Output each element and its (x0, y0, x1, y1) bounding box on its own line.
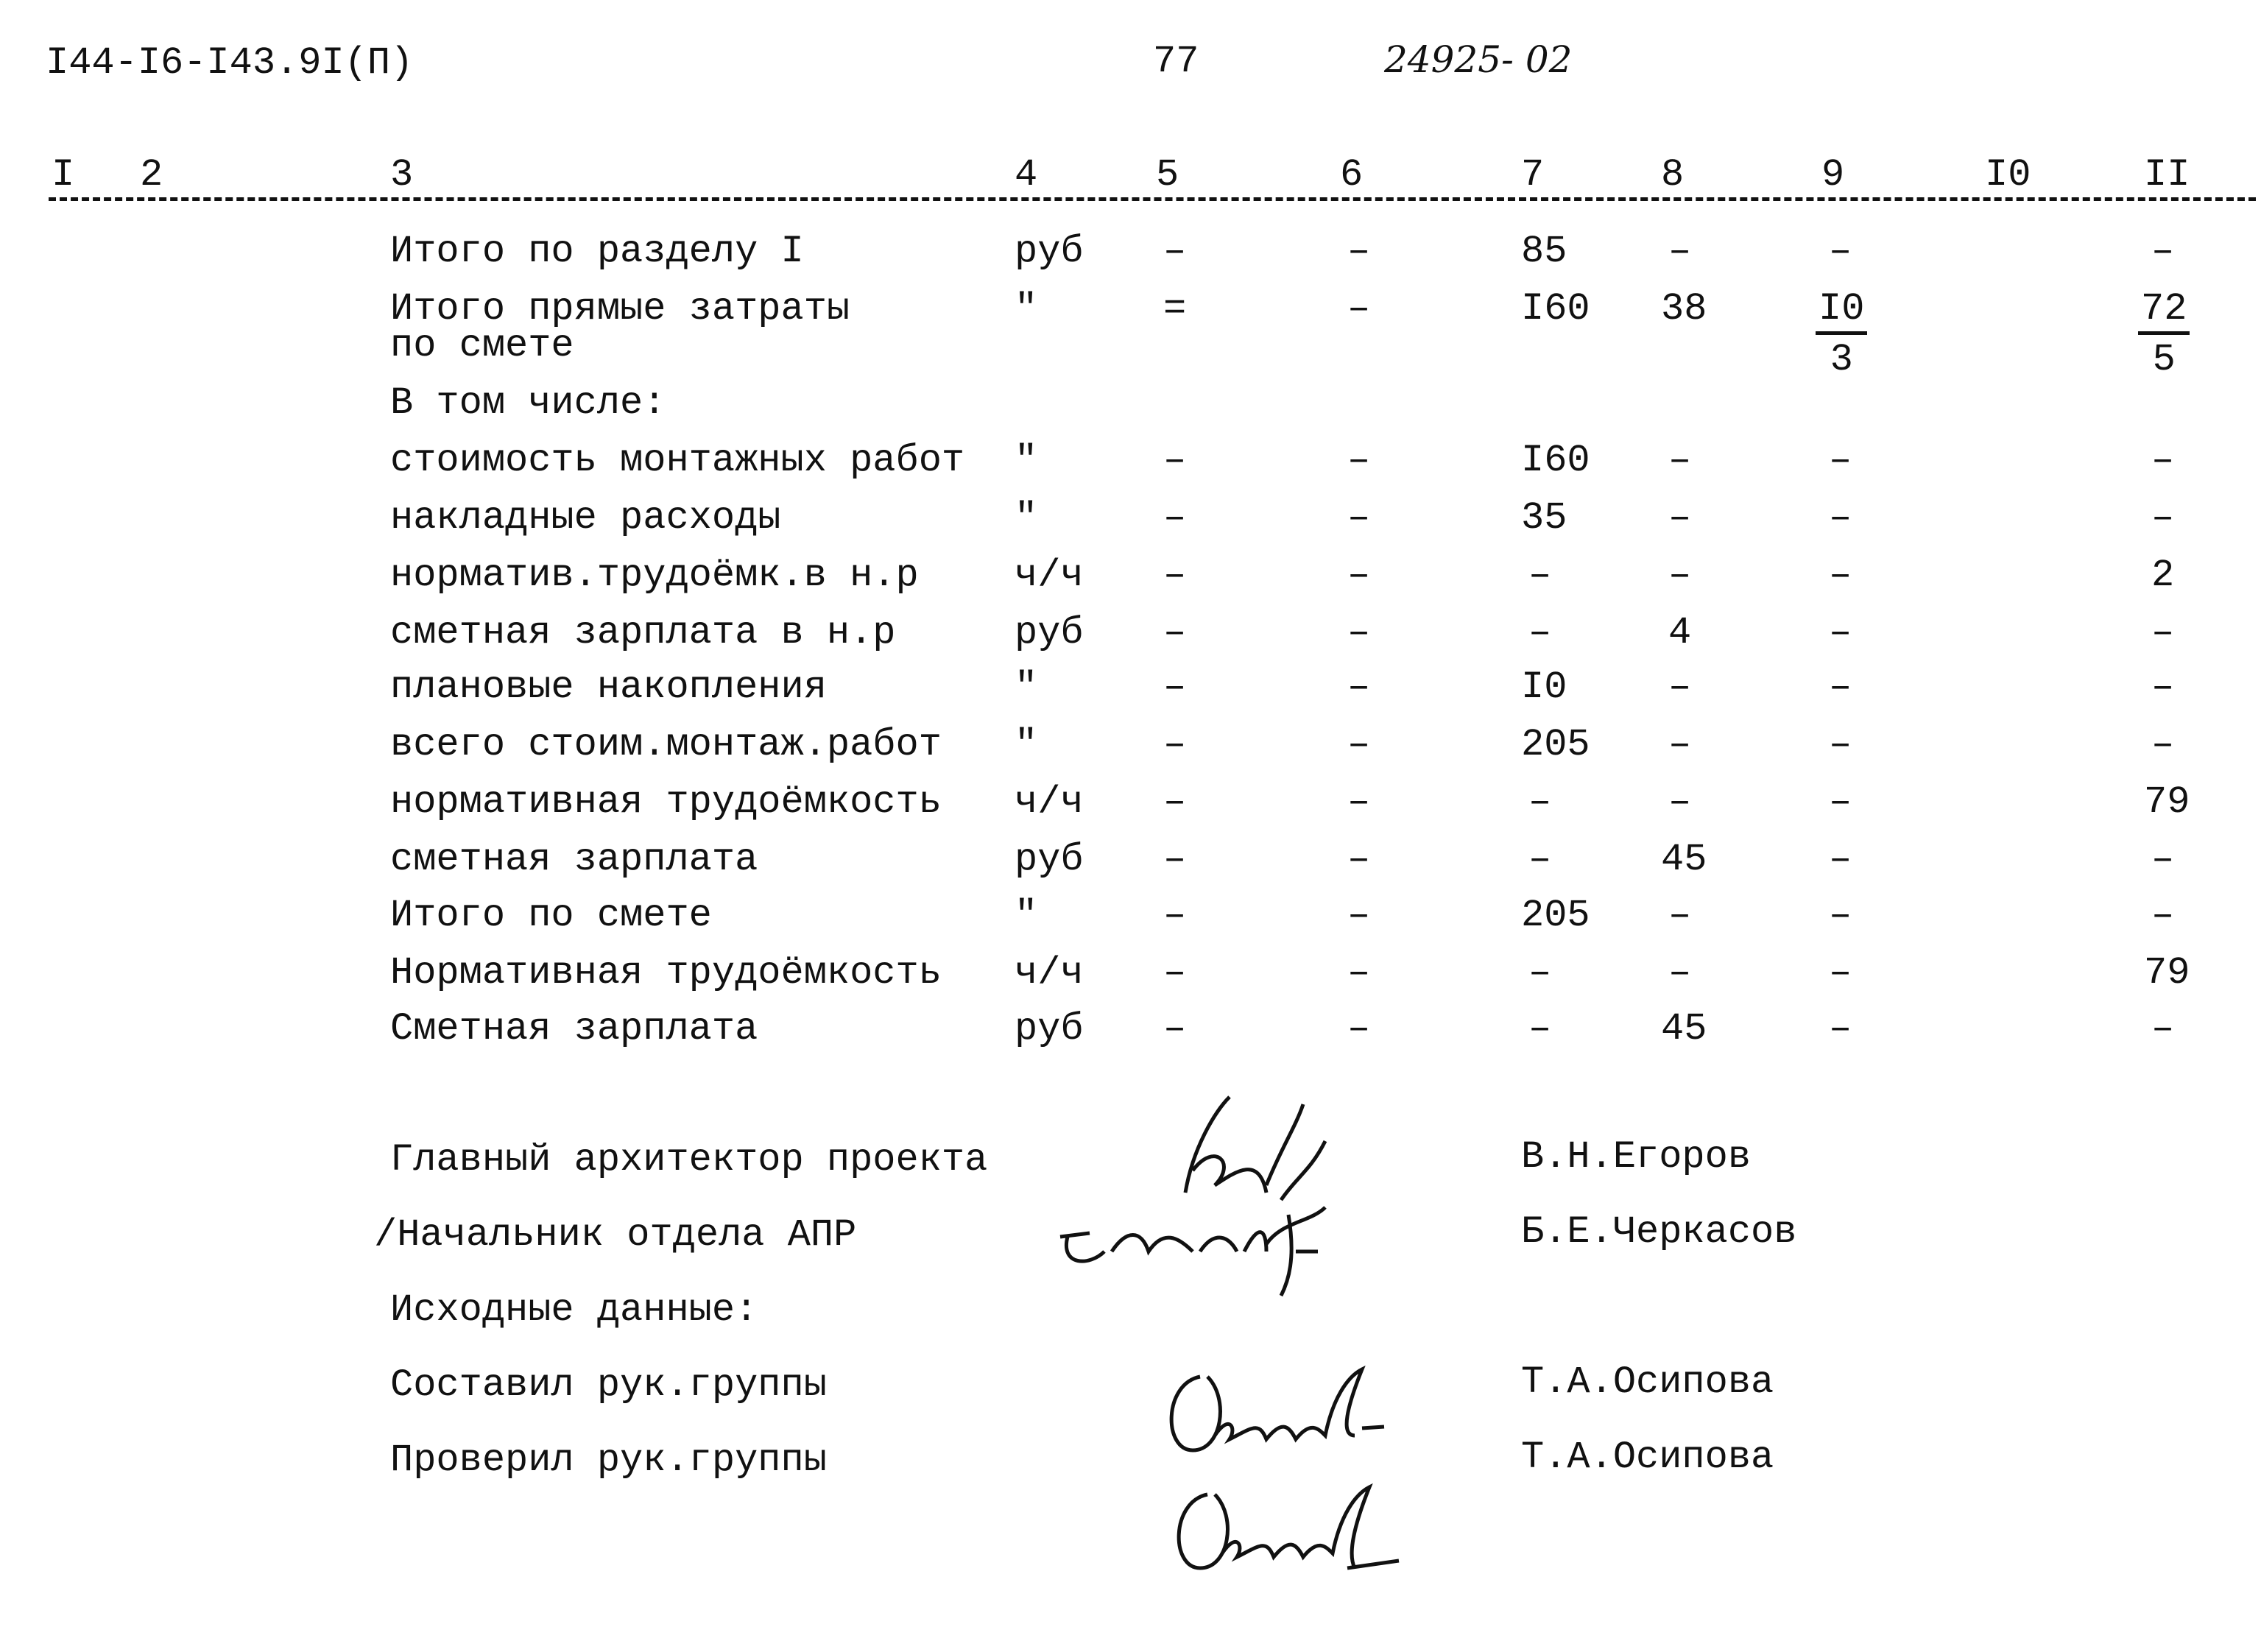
cell-col-4: " (1015, 894, 1038, 937)
column-header-9: 9 (1821, 153, 1845, 197)
cell-col-8: 38 (1661, 287, 1707, 331)
cell-col-6: – (1347, 1007, 1371, 1051)
cell-col-11: – (2151, 1007, 2175, 1051)
column-header-8: 8 (1661, 153, 1685, 197)
cell-col-5: – (1163, 1007, 1187, 1051)
cell-col-11: – (2151, 439, 2175, 482)
cell-col-8: 45 (1661, 1007, 1707, 1051)
row-label: Итого по смете (390, 894, 712, 937)
signature-egorov (1045, 1082, 1369, 1303)
cell-col-7: – (1528, 780, 1552, 824)
cell-col-5: – (1163, 951, 1187, 995)
cell-col-5: – (1163, 838, 1187, 881)
cell-col-11: 2 (2151, 554, 2175, 597)
cell-col-9: – (1829, 894, 1852, 937)
cell-col-5: – (1163, 666, 1187, 709)
cell-col-8: – (1668, 554, 1692, 597)
cell-col-9: – (1829, 780, 1852, 824)
cell-col-9: – (1829, 1007, 1852, 1051)
row-label: сметная зарплата (390, 838, 758, 881)
cell-col-6: – (1347, 496, 1371, 540)
page-number: 77 (1153, 40, 1199, 83)
cell-col-4: руб (1015, 1007, 1084, 1051)
cell-col-5: – (1163, 496, 1187, 540)
column-header-10: I0 (1985, 153, 2031, 197)
signature-role: Исходные данные: (390, 1288, 758, 1332)
signature-name: Т.А.Осипова (1521, 1436, 1774, 1479)
cell-col-9: – (1829, 723, 1852, 766)
cell-col-6: – (1347, 439, 1371, 482)
column-header-7: 7 (1521, 153, 1545, 197)
row-label: Нормативная трудоёмкость (390, 951, 942, 995)
cell-col-7: – (1528, 611, 1552, 654)
cell-col-6: – (1347, 554, 1371, 597)
header-divider (49, 197, 2256, 201)
cell-col-4: " (1015, 496, 1038, 540)
cell-col-9: – (1829, 439, 1852, 482)
cell-col-4: " (1015, 439, 1038, 482)
cell-col-4: руб (1015, 230, 1084, 273)
fraction-numerator: 72 (2138, 290, 2190, 335)
cell-col-5: – (1163, 439, 1187, 482)
cell-col-6: – (1347, 611, 1371, 654)
cell-col-11: – (2151, 666, 2175, 709)
cell-col-11: 79 (2144, 780, 2190, 824)
cell-col-7: I60 (1521, 287, 1590, 331)
row-label: Итого прямые затраты (390, 287, 850, 331)
cell-col-6: – (1347, 894, 1371, 937)
cell-col-9: – (1829, 230, 1852, 273)
signature-name: Б.Е.Черкасов (1521, 1210, 1797, 1254)
cell-col-11: – (2151, 723, 2175, 766)
column-header-1: I (52, 153, 75, 197)
column-header-11: II (2144, 153, 2190, 197)
cell-col-5: = (1163, 287, 1187, 331)
cell-col-7: – (1528, 838, 1552, 881)
cell-col-9: – (1829, 838, 1852, 881)
cell-col-6: – (1347, 287, 1371, 331)
cell-col-5: – (1163, 894, 1187, 937)
cell-col-4: " (1015, 287, 1038, 331)
signature-role: Главный архитектор проекта (390, 1138, 988, 1182)
cell-col-7: – (1528, 554, 1552, 597)
cell-col-9: – (1829, 951, 1852, 995)
cell-col-4: " (1015, 723, 1038, 766)
cell-col-8: – (1668, 230, 1692, 273)
column-header-6: 6 (1340, 153, 1364, 197)
cell-col-4: руб (1015, 611, 1084, 654)
row-label: нормативная трудоёмкость (390, 780, 942, 824)
cell-col-8: 45 (1661, 838, 1707, 881)
cell-col-11: – (2151, 230, 2175, 273)
row-label: Сметная зарплата (390, 1007, 758, 1051)
cell-col-4: ч/ч (1015, 951, 1084, 995)
cell-col-6: – (1347, 780, 1371, 824)
cell-col-11: – (2151, 894, 2175, 937)
row-label: норматив.трудоёмк.в н.р (390, 554, 919, 597)
cell-col-11: – (2151, 611, 2175, 654)
cell-col-11: – (2151, 838, 2175, 881)
signature-role: Составил рук.группы (390, 1363, 827, 1407)
row-label: плановые накопления (390, 666, 827, 709)
column-header-5: 5 (1156, 153, 1179, 197)
row-label-continued: по смете (390, 324, 574, 367)
row-label: В том числе: (390, 381, 666, 425)
cell-col-6: – (1347, 723, 1371, 766)
cell-col-4: руб (1015, 838, 1084, 881)
signature-osipova-1 (1156, 1355, 1406, 1472)
cell-col-8: – (1668, 780, 1692, 824)
cell-col-7: I0 (1521, 666, 1567, 709)
row-label: стоимость монтажных работ (390, 439, 965, 482)
fraction-denominator: 5 (2152, 338, 2176, 381)
row-label: сметная зарплата в н.р (390, 611, 896, 654)
cell-col-9: – (1829, 496, 1852, 540)
cell-col-11: 79 (2144, 951, 2190, 995)
cell-col-8: – (1668, 439, 1692, 482)
cell-col-9: – (1829, 666, 1852, 709)
cell-col-8: – (1668, 951, 1692, 995)
cell-col-4: ч/ч (1015, 554, 1084, 597)
cell-col-6: – (1347, 230, 1371, 273)
cell-col-7: 205 (1521, 723, 1590, 766)
signature-name: Т.А.Осипова (1521, 1360, 1774, 1404)
cell-col-7: 35 (1521, 496, 1567, 540)
cell-col-9: – (1829, 554, 1852, 597)
cell-col-6: – (1347, 838, 1371, 881)
column-header-2: 2 (140, 153, 163, 197)
cell-col-7: – (1528, 1007, 1552, 1051)
row-label: накладные расходы (390, 496, 781, 540)
signature-osipova-2 (1163, 1472, 1414, 1590)
cell-col-4: " (1015, 666, 1038, 709)
cell-col-7: – (1528, 951, 1552, 995)
row-label: Итого по разделу I (390, 230, 804, 273)
cell-col-11: – (2151, 496, 2175, 540)
cell-col-5: – (1163, 554, 1187, 597)
cell-col-5: – (1163, 611, 1187, 654)
cell-col-8: – (1668, 496, 1692, 540)
handwritten-number: 24925- 02 (1384, 38, 1573, 81)
cell-col-7: 205 (1521, 894, 1590, 937)
cell-col-8: – (1668, 666, 1692, 709)
signature-role: /Начальник отдела АПР (374, 1213, 857, 1257)
row-label: всего стоим.монтаж.работ (390, 723, 942, 766)
cell-col-5: – (1163, 723, 1187, 766)
cell-col-8: – (1668, 723, 1692, 766)
document-code: I44-I6-I43.9I(П) (46, 41, 414, 85)
signature-name: В.Н.Егоров (1521, 1135, 1752, 1179)
fraction-col-11 (2138, 287, 2190, 381)
cell-col-9: – (1829, 611, 1852, 654)
cell-col-8: – (1668, 894, 1692, 937)
signature-role: Проверил рук.группы (390, 1439, 827, 1482)
cell-col-7: I60 (1521, 439, 1590, 482)
cell-col-8: 4 (1668, 611, 1692, 654)
cell-col-5: – (1163, 230, 1187, 273)
cell-col-6: – (1347, 951, 1371, 995)
fraction-denominator: 3 (1830, 338, 1853, 381)
column-header-4: 4 (1015, 153, 1038, 197)
column-header-3: 3 (390, 153, 414, 197)
cell-col-6: – (1347, 666, 1371, 709)
fraction-col-9 (1816, 287, 1867, 381)
fraction-numerator: I0 (1816, 290, 1867, 335)
cell-col-5: – (1163, 780, 1187, 824)
cell-col-7: 85 (1521, 230, 1567, 273)
cell-col-4: ч/ч (1015, 780, 1084, 824)
